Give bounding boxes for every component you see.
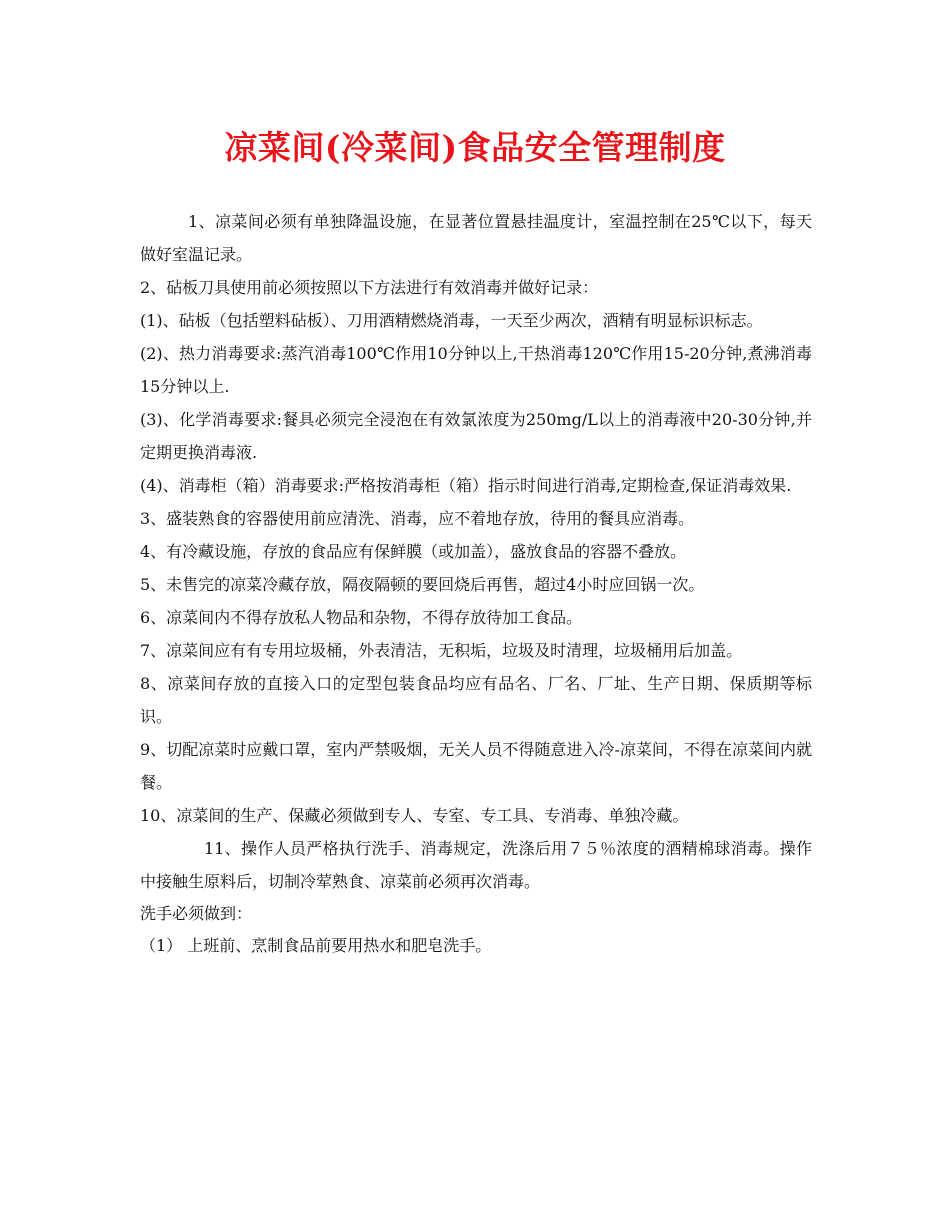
document-body: [140, 205, 812, 962]
paragraph-1: 1、凉菜间必须有单独降温设施，在显著位置悬挂温度计，室温控制在25℃以下，每天做好室温记录。: [140, 212, 812, 264]
paragraph-handwash-heading: 洗手必须做到：: [140, 904, 253, 923]
paragraph-handwash-1: （1） 上班前、烹制食品前要用热水和肥皂洗手。: [140, 936, 492, 955]
paragraph-10: 10、凉菜间的生产、保藏必须做到专人、专室、专工具、专消毒、单独冷藏。: [140, 806, 689, 825]
paragraph-2-1: (1)、砧板（包括塑料砧板）、刀用酒精燃烧消毒，一天至少两次，酒精有明显标识标志。: [140, 311, 763, 330]
paragraph-8: 8、凉菜间存放的直接入口的定型包装食品均应有品名、厂名、厂址、生产日期、保质期等标识。: [140, 674, 812, 726]
paragraph-3: 3、盛装熟食的容器使用前应清洗、消毒，应不着地存放，待用的餐具应消毒。: [140, 509, 695, 528]
paragraph-2-2: (2)、热力消毒要求:蒸汽消毒100℃作用10分钟以上,干热消毒120℃作用15-20分钟,煮沸消毒15分钟以上.: [140, 344, 812, 396]
document-title: 凉菜间(冷菜间)食品安全管理制度: [224, 128, 726, 167]
paragraph-6: 6、凉菜间内不得存放私人物品和杂物，不得存放待加工食品。: [140, 608, 583, 627]
paragraph-2: 2、砧板刀具使用前必须按照以下方法进行有效消毒并做好记录：: [140, 278, 599, 297]
paragraph-5: 5、未售完的凉菜冷藏存放，隔夜隔顿的要回烧后再售，超过4小时应回锅一次。: [140, 575, 705, 594]
paragraph-4: 4、有冷藏设施，存放的食品应有保鲜膜（或加盖），盛放食品的容器不叠放。: [140, 542, 687, 561]
paragraph-9: 9、切配凉菜时应戴口罩，室内严禁吸烟，无关人员不得随意进入冷-凉菜间，不得在凉菜间内就餐。: [140, 740, 812, 792]
paragraph-11: 11、操作人员严格执行洗手、消毒规定，洗涤后用７５％浓度的酒精棉球消毒。操作中接触生原料后，切制冷荤熟食、凉菜前必须再次消毒。: [140, 839, 812, 891]
paragraph-7: 7、凉菜间应有有专用垃圾桶，外表清洁，无积垢，垃圾及时清理，垃圾桶用后加盖。: [140, 641, 743, 660]
paragraph-2-3: (3)、化学消毒要求:餐具必须完全浸泡在有效氯浓度为250mg/L以上的消毒液中20-30分钟,并定期更换消毒液.: [140, 410, 812, 462]
paragraph-2-4: (4)、消毒柜（箱）消毒要求:严格按消毒柜（箱）指示时间进行消毒,定期检查,保证消毒效果.: [140, 476, 792, 495]
